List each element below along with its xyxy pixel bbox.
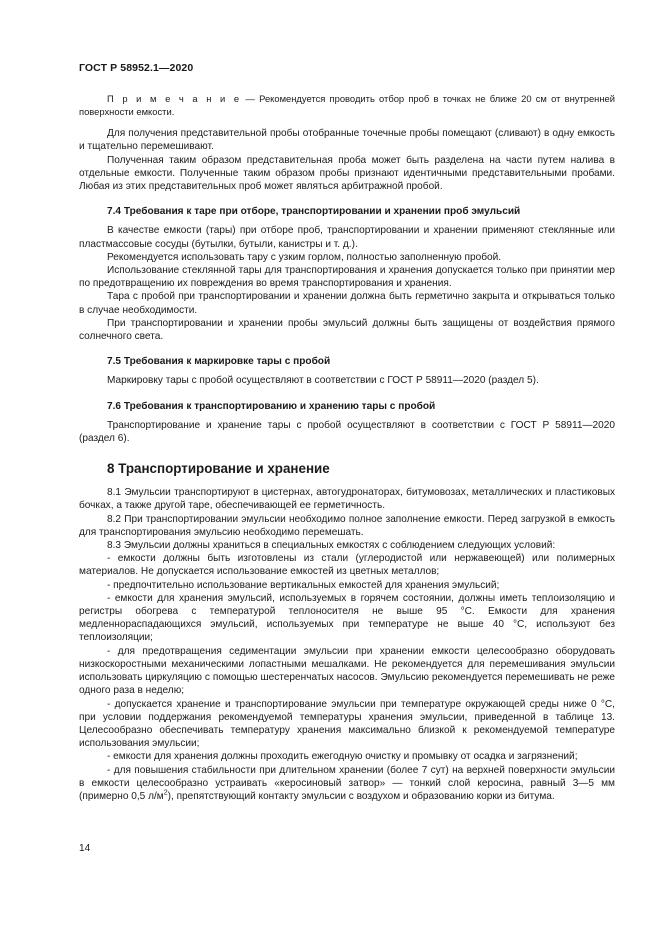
paragraph: Рекомендуется использовать тару с узким горлом, полностью заполненную пробой.	[107, 251, 502, 263]
list-item: - емкости должны быть изготовлены из стали (углеродистой или нержавеющей) или полимерных материалов. Не допускается использование емкостей из цветных металлов;	[79, 553, 615, 578]
list-item: - емкости для хранения должны проходить ежегодную очистку и промывку от осадка и загрязнений;	[107, 751, 578, 763]
paragraph: 8.2 При транспортировании эмульсии необходимо полное заполнение емкости. Перед загрузкой в емкость для транспортирования эмульсию необходимо перемешать.	[79, 513, 615, 538]
page-content	[79, 93, 615, 803]
note-paragraph	[79, 93, 615, 118]
section-8-title: 8 Транспортирование и хранение	[107, 461, 330, 477]
list-item	[79, 764, 615, 804]
list-item: - предпочтительно использование вертикальных емкостей для хранения эмульсий;	[107, 579, 500, 591]
section-7-6-title: 7.6 Требования к транспортированию и хранению тары с пробой	[107, 400, 436, 412]
superscript: 2	[163, 789, 168, 797]
paragraph: Использование стеклянной тары для транспортирования и хранения допускается только при принятии мер по предотвращению их повреждения во время транспортирования и хранения.	[79, 265, 615, 290]
paragraph: Полученная таким образом представительная проба может быть разделена на части путем налива в отдельные емкости. Полученные таким образом пробы признают идентичными представительными пробами. Любая из этих представительных проб может являться арбитражной пробой.	[79, 154, 615, 192]
note-label: П р и м е ч а н и е	[107, 93, 242, 104]
list-item-text: ), препятствующий контакту эмульсии с воздухом и образованию корки из битума.	[167, 790, 555, 802]
note-text: — Рекомендуется проводить отбор проб в точках не ближе 20 см от внутренней поверхности емкости.	[79, 93, 615, 117]
section-7-5-title: 7.5 Требования к маркировке тары с пробой	[107, 356, 331, 368]
paragraph: Для получения представительной пробы отобранные точечные пробы помещают (сливают) в одну емкость и тщательно перемешивают.	[79, 128, 615, 153]
section-7-4-title: 7.4 Требования к таре при отборе, транспортировании и хранении проб эмульсий	[107, 206, 521, 218]
page-number: 14	[79, 843, 91, 854]
list-item-text: - для повышения стабильности при длительном хранении (более 7 сут) на верхней поверхности эмульсии в емкости целесообразно устраивать «керосиновый затвор» — тонкий слой керосина, равный 3—5 мм (примерно 0,5 л/м	[79, 764, 615, 802]
list-item: - для предотвращения седиментации эмульсии при хранении емкости целесообразно оборудовать низкоскоростными механическими лопастными мешалками. Не рекомендуется для перемешивания эмульсии использовать циркуляцию с помощью шестеренчатых насосов. Эмульсию рекомендуется перемешивать не реже одного раза в неделю;	[79, 645, 615, 697]
paragraph: Транспортирование и хранение тары с пробой осуществляют в соответствии с ГОСТ Р 58911—2020 (раздел 6).	[79, 419, 615, 445]
paragraph: 8.3 Эмульсии должны храниться в специальных емкостях с соблюдением следующих условий:	[107, 540, 556, 552]
document-header: ГОСТ Р 58952.1—2020	[79, 62, 194, 74]
paragraph: В качестве емкости (тары) при отборе проб, транспортировании и хранении применяют стеклянные или пластмассовые сосуды (бутылки, бутыли, канистры и т. д.).	[79, 225, 615, 250]
list-item: - емкости для хранения эмульсий, используемых в горячем состоянии, должны иметь теплоизоляцию и регистры обогрева с температурой теплоносителя не выше 95 °С. Емкости для хранения медленнораспадающихся эмульсий, используемых при температуре не выше 40 °С, используют без теплоизоляции;	[79, 592, 615, 644]
paragraph: Тара с пробой при транспортировании и хранении должна быть герметично закрыта и открываться только в случае необходимости.	[79, 291, 615, 316]
list-item: - допускается хранение и транспортирование эмульсии при температуре окружающей среды ниже 0 °С, при условии поддержания рекомендуемой температуры хранения эмульсии, приведенной в таблице 13. Целесообразно обеспечивать температуру хранения максимально близкой к рекомендуемой температуре использования эмульсии;	[79, 698, 615, 750]
paragraph: Маркировку тары с пробой осуществляют в соответствии с ГОСТ Р 58911—2020 (раздел 5).	[107, 375, 539, 387]
paragraph: 8.1 Эмульсии транспортируют в цистернах, автогудронаторах, битумовозах, металлических и пластиковых бочках, а также другой таре, обеспечивающей ее герметичность.	[79, 487, 615, 512]
paragraph: При транспортировании и хранении пробы эмульсий должны быть защищены от воздействия прямого солнечного света.	[79, 317, 615, 343]
